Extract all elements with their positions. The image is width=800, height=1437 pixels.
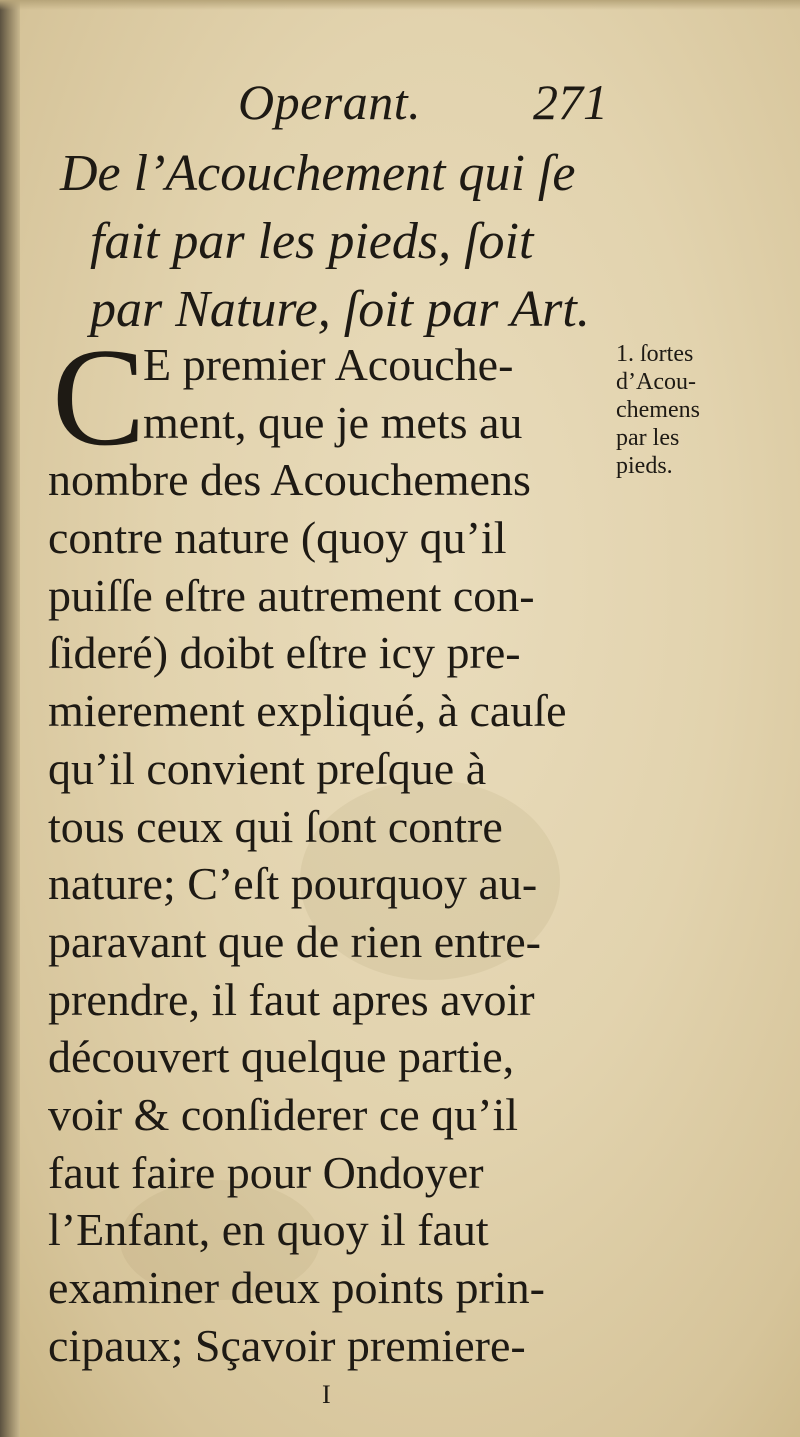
chapter-title xyxy=(60,140,620,344)
title-line: De l’Acouchement qui ſe xyxy=(60,145,576,202)
page-header xyxy=(0,72,800,142)
page-gutter xyxy=(0,0,20,1437)
text-line: mierement expliqué, à cauſe xyxy=(48,685,567,737)
signature-mark: I xyxy=(322,1380,331,1409)
title-line: par Nature, ſoit par Art. xyxy=(90,281,590,338)
text-line: l’Enfant, en quoy il faut xyxy=(48,1204,489,1256)
text-line: ment, que je mets au xyxy=(143,396,523,448)
text-line: faut faire pour Ondoyer xyxy=(48,1146,484,1198)
text-line: qu’il convient preſque à xyxy=(48,742,487,794)
margin-note-line: chemens xyxy=(616,397,700,423)
text-line: contre nature (quoy qu’il xyxy=(48,512,507,564)
text-line: E premier Acouche- xyxy=(143,339,514,390)
text-line: examiner deux points prin- xyxy=(48,1262,545,1313)
margin-note xyxy=(616,340,796,480)
title-line: fait par les pieds, ſoit xyxy=(90,213,534,270)
text-line: prendre, il faut apres avoir xyxy=(48,973,535,1025)
margin-note-line: par les xyxy=(616,425,680,451)
text-line: cipaux; Sçavoir premiere- xyxy=(48,1319,526,1371)
text-line: découvert quelque partie, xyxy=(48,1031,515,1083)
margin-note-line: 1. ſortes xyxy=(616,341,694,367)
text-line: tous ceux qui ſont contre xyxy=(48,800,503,852)
margin-note-line: d’Acou- xyxy=(616,369,696,395)
drop-cap: C xyxy=(52,320,146,475)
text-line: nature; C’eſt pourquoy au- xyxy=(48,858,538,910)
text-line: voir & conſiderer ce qu’il xyxy=(48,1088,519,1140)
text-line: puiſſe eſtre autrement con- xyxy=(48,569,535,621)
text-line: ſideré) doibt eſtre icy pre- xyxy=(48,627,521,679)
body-text xyxy=(48,320,616,1374)
running-head: Operant. xyxy=(238,74,422,130)
text-line: paravant que de rien entre- xyxy=(48,915,541,967)
page-number: 271 xyxy=(533,74,608,130)
page-top-edge xyxy=(0,0,800,10)
text-line: nombre des Acouchemens xyxy=(48,454,531,506)
margin-note-line: pieds. xyxy=(616,453,673,479)
